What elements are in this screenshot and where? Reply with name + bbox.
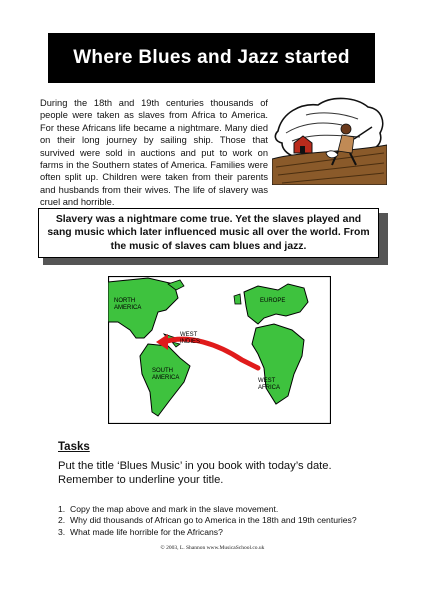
tasks-heading: Tasks [58, 441, 90, 453]
task-number: 2. [58, 515, 66, 526]
slave-labour-illustration [272, 93, 387, 185]
intro-paragraph: During the 18th and 19th centuries thousands of people were taken as slaves from Africa to America. For these Africans life became a nightmare. Many died on their long journey by sailing ship. Those that survived were sold in auctions and put to work on farms in the Southern states of America. Families were often split up. Children were taken from their parents and husbands from their wives. The life of slavery was cruel and horrible. [40, 98, 268, 208]
task-text: Why did thousands of African go to America in the 18th and 19th centuries? [70, 515, 357, 526]
map-label-north-america-1: NORTH [114, 298, 136, 304]
list-item [58, 504, 398, 515]
map-label-west-africa-1: WEST [258, 378, 276, 384]
slave-route-map [108, 276, 331, 424]
task-text: What made life horrible for the Africans? [70, 526, 223, 537]
map-label-north-america-2: AMERICA [114, 305, 142, 311]
map-label-west-indies-2: INDIES [180, 339, 201, 345]
callout-box [38, 208, 379, 258]
task-text: Copy the map above and mark in the slave movement. [70, 504, 279, 514]
list-item [58, 515, 398, 526]
map-label-europe: EUROPE [260, 298, 286, 304]
copyright-footer: © 2003, L. Shannon www.MusicaSchool.co.uk [160, 545, 265, 551]
map-label-west-africa-2: AFRICA [258, 385, 281, 391]
map-label-south-america-1: SOUTH [152, 368, 173, 374]
map-label-west-indies-1: WEST [180, 332, 198, 338]
page-title: Where Blues and Jazz started [48, 33, 375, 83]
task-instruction: Put the title ‘Blues Music’ in you book with today’s date. Remember to underline your title. [58, 460, 332, 486]
map-label-south-america-2: AMERICA [152, 375, 180, 381]
task-number: 1. [58, 504, 66, 514]
task-list [58, 504, 398, 538]
callout-text: Slavery was a nightmare come true. Yet the slaves played and sang music which later influenced music all over the world. From the music of slaves cam blues and jazz. [47, 213, 370, 252]
task-number: 3. [58, 526, 66, 537]
list-item [58, 527, 398, 538]
